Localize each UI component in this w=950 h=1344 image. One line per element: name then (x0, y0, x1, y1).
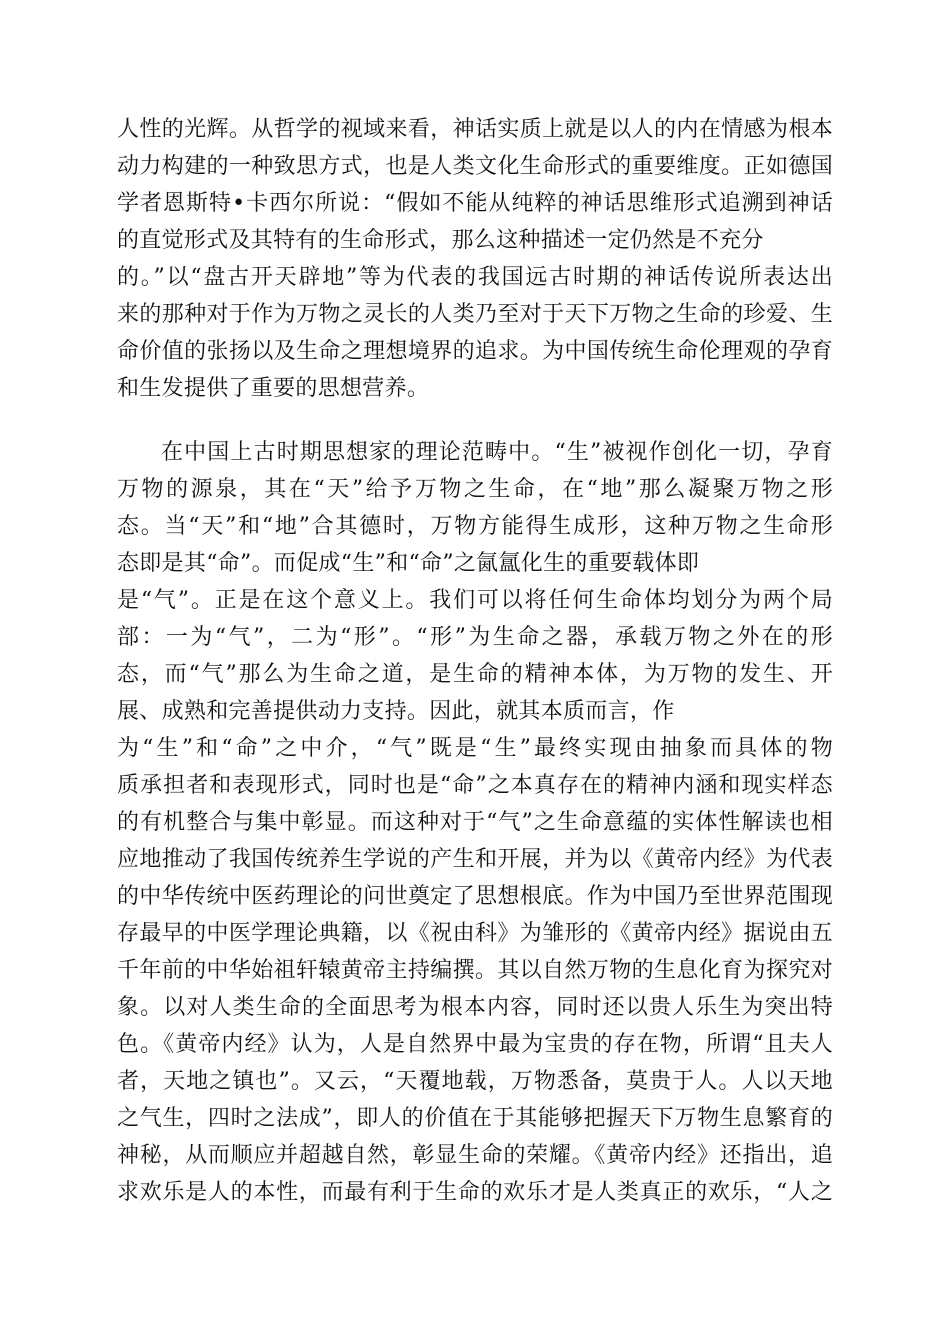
paragraph-1-line: 学者恩斯特•卡西尔所说：“假如不能从纯粹的神话思维形式追溯到神话 (117, 191, 833, 216)
paragraph-2-line: 应地推动了我国传统养生学说的产生和开展，并为以《黄帝内经》为代表 (117, 847, 833, 872)
paragraph-2-line: 是“气”。正是在这个意义上。我们可以将任何生命体均划分为两个局 (117, 588, 833, 613)
paragraph-2-line: 之气生，四时之法成”，即人的价值在于其能够把握天下万物生息繁育的 (117, 1106, 833, 1131)
paragraph-2-line: 求欢乐是人的本性，而最有利于生命的欢乐才是人类真正的欢乐，“人之 (117, 1180, 833, 1205)
paragraph-2-line: 态。当“天”和“地”合其德时，万物方能得生成形，这种万物之生命形 (117, 514, 833, 539)
paragraph-2-line: 象。以对人类生命的全面思考为根本内容，同时还以贵人乐生为突出特 (117, 995, 833, 1020)
paragraph-2-line: 者，天地之镇也”。又云，“天覆地载，万物悉备，莫贵于人。人以天地 (117, 1069, 833, 1094)
paragraph-1 (117, 111, 833, 407)
paragraph-1-line: 动力构建的一种致思方式，也是人类文化生命形式的重要维度。正如德国 (117, 154, 833, 179)
paragraph-2-line: 万物的源泉，其在“天”给予万物之生命，在“地”那么凝聚万物之形 (117, 477, 833, 502)
paragraph-2-line: 千年前的中华始祖轩辕黄帝主持编撰。其以自然万物的生息化育为探究对 (117, 958, 833, 983)
paragraph-1-line: 的。”以“盘古开天辟地”等为代表的我国远古时期的神话传说所表达出 (117, 265, 833, 290)
paragraph-2-line: 存最早的中医学理论典籍，以《祝由科》为雏形的《黄帝内经》据说由五 (117, 921, 833, 946)
paragraph-2-line: 的中华传统中医药理论的问世奠定了思想根底。作为中国乃至世界范围现 (117, 884, 833, 909)
paragraph-2 (117, 434, 833, 1211)
paragraph-2-line: 质承担者和表现形式，同时也是“命”之本真存在的精神内涵和现实样态 (117, 773, 833, 798)
paragraph-1-line: 人性的光辉。从哲学的视域来看，神话实质上就是以人的内在情感为根本 (117, 117, 833, 142)
paragraph-2-line: 部：一为“气”，二为“形”。“形”为生命之器，承载万物之外在的形 (117, 625, 833, 650)
paragraph-1-line: 命价值的张扬以及生命之理想境界的追求。为中国传统生命伦理观的孕育 (117, 339, 833, 364)
paragraph-2-line: 在中国上古时期思想家的理论范畴中。“生”被视作创化一切，孕育 (161, 440, 833, 465)
paragraph-2-line: 展、成熟和完善提供动力支持。因此，就其本质而言，作 (117, 699, 675, 724)
paragraph-1-line: 来的那种对于作为万物之灵长的人类乃至对于天下万物之生命的珍爱、生 (117, 302, 833, 327)
paragraph-2-line: 色。《黄帝内经》认为，人是自然界中最为宝贵的存在物，所谓“且夫人 (117, 1032, 833, 1057)
paragraph-2-line: 的有机整合与集中彰显。而这种对于“气”之生命意蕴的实体性解读也相 (117, 810, 833, 835)
paragraph-1-line: 和生发提供了重要的思想营养。 (117, 376, 430, 401)
paragraph-2-line: 神秘，从而顺应并超越自然，彰显生命的荣耀。《黄帝内经》还指出，追 (117, 1143, 833, 1168)
paragraph-2-line: 为“生”和“命”之中介，“气”既是“生”最终实现由抽象而具体的物 (117, 736, 833, 761)
paragraph-2-line: 态即是其“命”。而促成“生”和“命”之氤氲化生的重要载体即 (117, 551, 700, 576)
paragraph-1-line: 的直觉形式及其特有的生命形式，那么这种描述一定仍然是不充分 (117, 228, 764, 253)
paragraph-2-line: 态，而“气”那么为生命之道，是生命的精神本体，为万物的发生、开 (117, 662, 833, 687)
